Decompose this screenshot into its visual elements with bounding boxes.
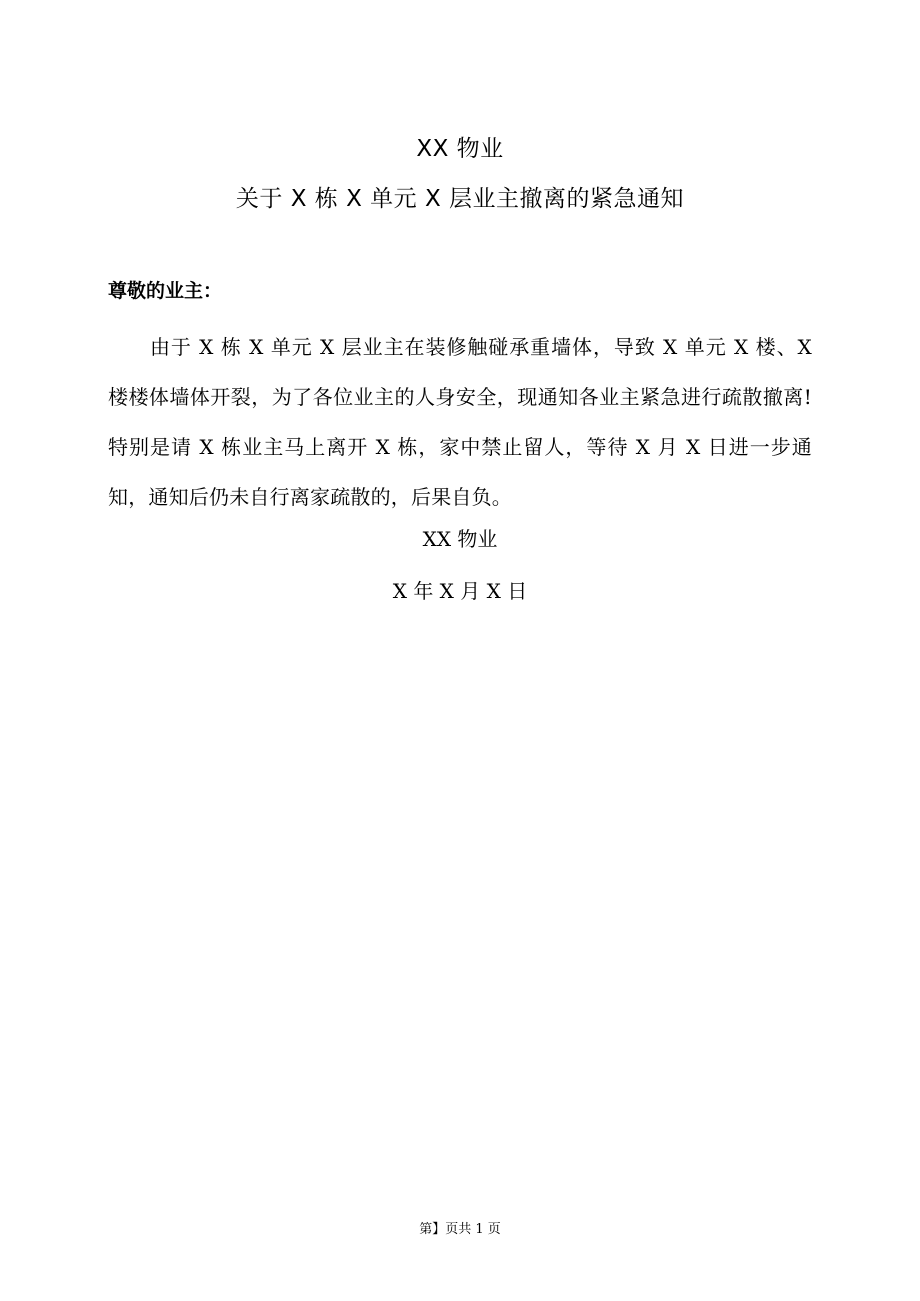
signature: XX 物业	[422, 527, 498, 551]
page-footer: 第】页共 1 页	[419, 1222, 501, 1237]
notice-title: 关于 X 栋 X 单元 X 层业主撤离的紧急通知	[235, 186, 685, 212]
salutation: 尊敬的业主：	[108, 280, 223, 302]
notice-date: X 年 X 月 X 日	[392, 579, 528, 603]
company-heading: XX 物业	[416, 136, 504, 162]
notice-body: 由于 X 栋 X 单元 X 层业主在装修触碰承重墙体，导致 X 单元 X 楼、X 楼楼体墙体开裂，为了各位业主的人身安全，现通知各业主紧急进行疏散撤离!特别是请 X 栋业主马上离开 X 栋，家中禁止留人，等待 X 月 X 日进一步通知，通知后仍未自行离家疏散的，后果自负。	[108, 335, 812, 509]
